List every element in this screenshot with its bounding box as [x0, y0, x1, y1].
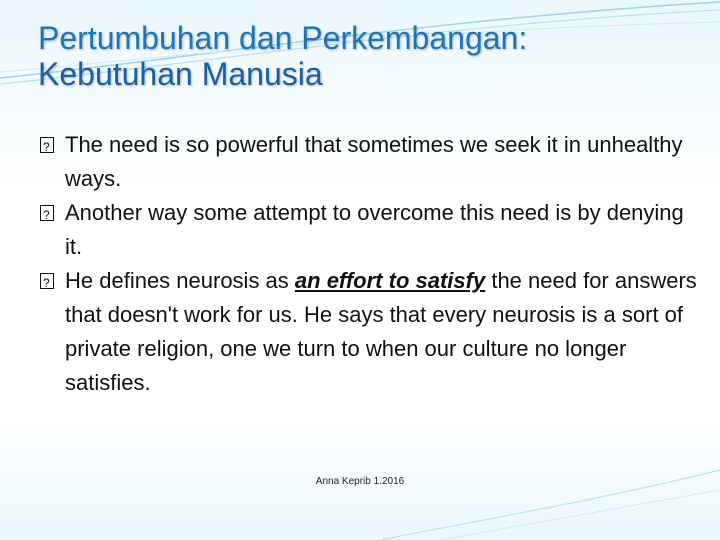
- missing-glyph-icon: [40, 205, 54, 221]
- bullet-item: [38, 128, 698, 196]
- missing-glyph-icon: [40, 273, 54, 289]
- bullet-list: [38, 128, 698, 400]
- missing-glyph-icon: [40, 137, 54, 153]
- bullet-text-after: the need for answers that doesn't work for us. He says that every neurosis is a sort of private religion, one we turn to when our culture no longer satisfies.: [65, 268, 697, 395]
- slide-title: [38, 20, 688, 92]
- bullet-item: [38, 196, 698, 264]
- title-line-1: Pertumbuhan dan Perkembangan:: [38, 20, 528, 56]
- bullet-text-before: He defines neurosis as: [65, 268, 295, 293]
- bullet-text: The need is so powerful that sometimes we seek it in unhealthy ways.: [65, 132, 683, 191]
- footer-credit: Anna Keprib 1.2016: [315, 476, 405, 487]
- bullet-text: Another way some attempt to overcome this need is by denying it.: [65, 200, 684, 259]
- emphasized-phrase: an effort to satisfy: [294, 268, 486, 293]
- bullet-item: [38, 264, 698, 400]
- title-line-2: Kebutuhan Manusia: [38, 56, 323, 92]
